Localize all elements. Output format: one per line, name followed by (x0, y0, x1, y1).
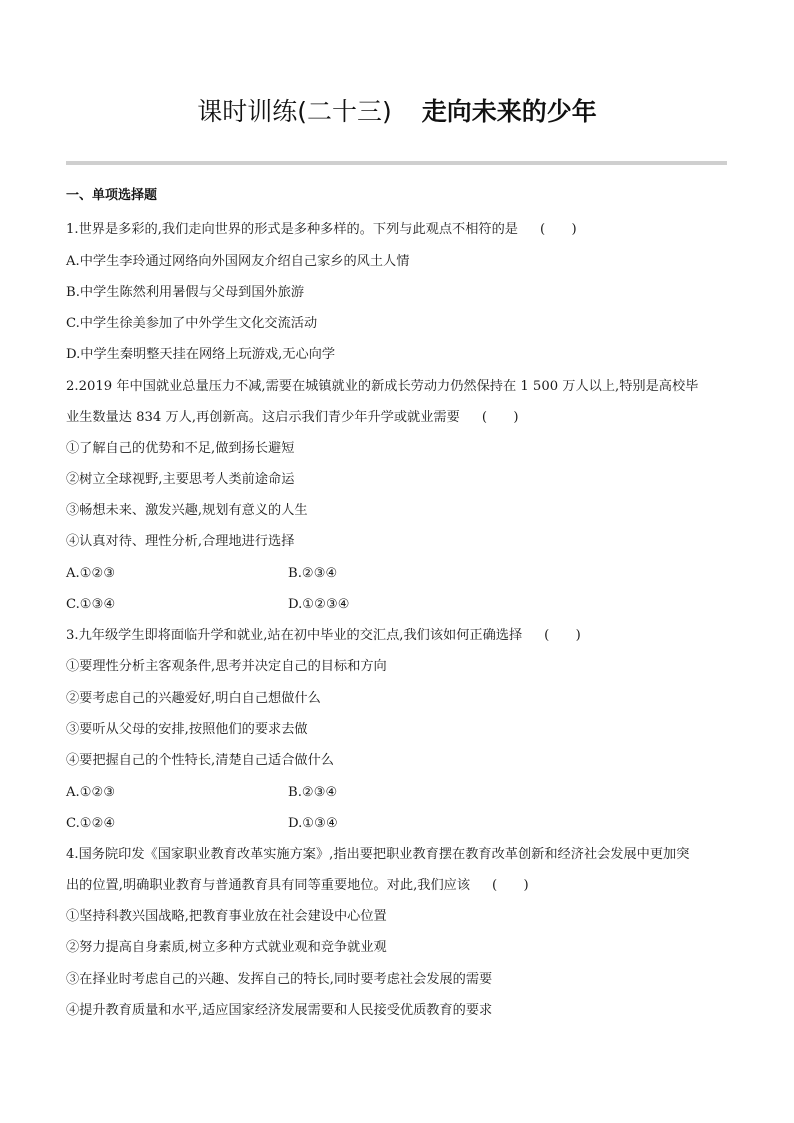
question-1-option-a: A.中学生李玲通过网络向外国网友介绍自己家乡的风土人情 (66, 254, 410, 269)
question-3-choices-row-1 (66, 783, 730, 803)
question-1-stem: 1.世界是多彩的,我们走向世界的形式是多种多样的。下列与此观点不相符的是 ( ) (66, 220, 730, 240)
section-heading: 一、单项选择题 (66, 188, 158, 203)
question-3-choice-d: D.①③④ (288, 816, 338, 831)
question-4-statement-2: ②努力提高自身素质,树立多种方式就业观和竞争就业观 (66, 940, 387, 955)
question-3-statement-4: ④要把握自己的个性特长,清楚自己适合做什么 (66, 753, 334, 768)
question-3-stem: 3.九年级学生即将面临升学和就业,站在初中毕业的交汇点,我们该如何正确选择 ( ) (66, 626, 730, 646)
question-1-option-d: D.中学生秦明整天挂在网络上玩游戏,无心向学 (66, 347, 336, 362)
question-2-choice-d: D.①②③④ (288, 597, 350, 612)
question-4-stem-line-1: 4.国务院印发《国家职业教育改革实施方案》,指出要把职业教育摆在教育改革创新和经济社会发展中更加突 (66, 847, 690, 862)
question-2-stem-line-1: 2.2019 年中国就业总量压力不减,需要在城镇就业的新成长劳动力仍然保持在 1 500 万人以上,特别是高校毕 (66, 379, 699, 394)
title-sub: 走向未来的少年 (421, 97, 597, 126)
question-3-choice-c: C.①②④ (66, 816, 116, 831)
question-3-choices-row-2 (66, 814, 730, 834)
question-3-statement-2: ②要考虑自己的兴趣爱好,明白自己想做什么 (66, 691, 321, 706)
question-2-choice-b: B.②③④ (288, 566, 338, 581)
question-1-option-c: C.中学生徐美参加了中外学生文化交流活动 (66, 316, 318, 331)
question-4-stem-line-2: 出的位置,明确职业教育与普通教育具有同等重要地位。对此,我们应该 ( ) (66, 876, 730, 896)
question-2-choice-c: C.①③④ (66, 597, 116, 612)
question-2-statement-2: ②树立全球视野,主要思考人类前途命运 (66, 472, 295, 487)
answer-paren: ( ) (492, 878, 529, 893)
question-1-option-b: B.中学生陈然利用暑假与父母到国外旅游 (66, 285, 305, 300)
question-4-statement-3: ③在择业时考虑自己的兴趣、发挥自己的特长,同时要考虑社会发展的需要 (66, 972, 493, 987)
question-2-choices-row-1 (66, 564, 730, 584)
question-4-statement-4: ④提升教育质量和水平,适应国家经济发展需要和人民接受优质教育的要求 (66, 1003, 493, 1018)
answer-paren: ( ) (544, 628, 581, 643)
question-2-statement-3: ③畅想未来、激发兴趣,规划有意义的人生 (66, 503, 308, 518)
question-3-choice-b: B.②③④ (288, 785, 338, 800)
answer-paren: ( ) (539, 222, 577, 237)
question-3-statement-3: ③要听从父母的安排,按照他们的要求去做 (66, 722, 308, 737)
question-4-statement-1: ①坚持科教兴国战略,把教育事业放在社会建设中心位置 (66, 909, 387, 924)
question-2-statement-4: ④认真对待、理性分析,合理地进行选择 (66, 534, 295, 549)
question-3-choice-a: A.①②③ (66, 785, 116, 800)
question-2-choice-a: A.①②③ (66, 566, 116, 581)
question-2-statement-1: ①了解自己的优势和不足,做到扬长避短 (66, 441, 295, 456)
question-2-choices-row-2 (66, 595, 730, 615)
answer-paren: ( ) (481, 410, 519, 425)
question-2-stem-line-2: 业生数量达 834 万人,再创新高。这启示我们青少年升学或就业需要 ( ) (66, 408, 730, 428)
title-divider (66, 161, 727, 165)
title-main: 课时训练(二十三) (197, 97, 392, 126)
question-3-statement-1: ①要理性分析主客观条件,思考并决定自己的目标和方向 (66, 659, 387, 674)
page-title (0, 92, 794, 132)
